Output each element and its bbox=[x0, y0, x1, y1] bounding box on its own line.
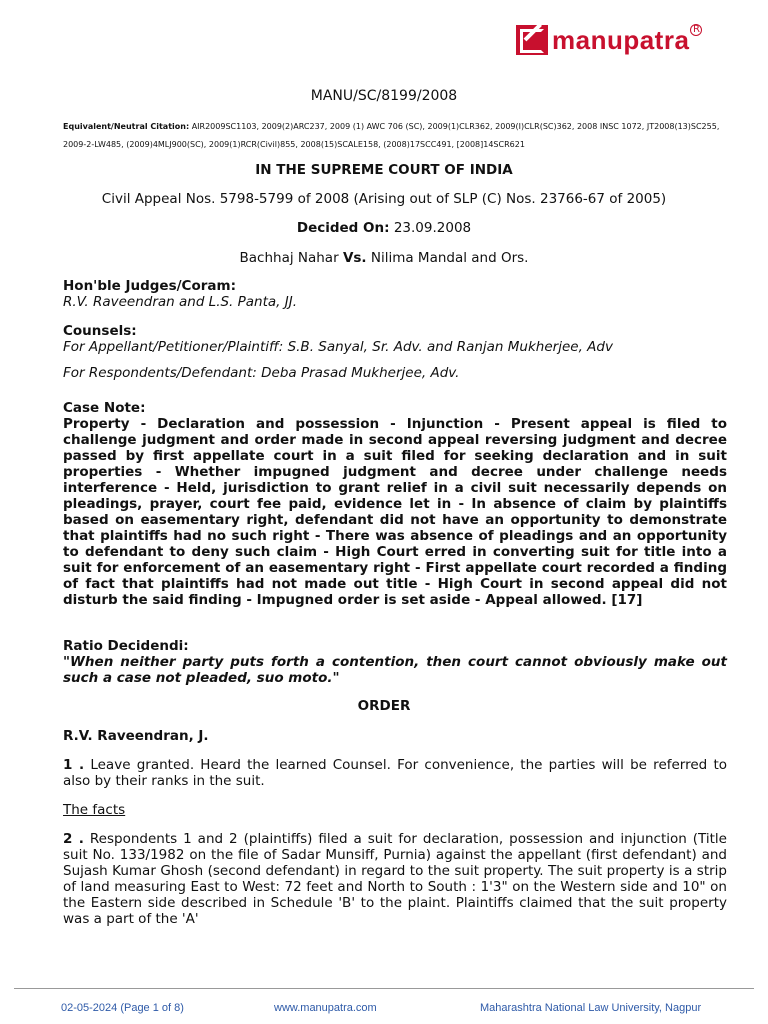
judges-section bbox=[63, 278, 727, 310]
paragraph-1-text: Leave granted. Heard the learned Counsel. For convenience, the parties will be referred to also by their ranks in the suit. bbox=[63, 757, 727, 789]
court-name: IN THE SUPREME COURT OF INDIA bbox=[255, 162, 513, 178]
case-note-text: Property - Declaration and possession - Injunction - Present appeal is filed to challenge judgment and order made in second appeal reversing judgment and decree passed by first appellate court in a suit filed for seeking declaration and in suit properties - Whether impugned judgment and decree under challenge needs interference - Held, jurisdiction to grant relief in a civil suit necessarily depends on pleadings, prayer, court fee paid, evidence let in - In absence of claim by plaintiffs based on easementary right, defendant did not have an opportunity to demonstrate that plaintiffs had no such right - There was absence of pleadings and an opportunity to defendant to deny such claim - High Court erred in converting suit for title into a suit for enforcement of an easementary right - First appellate court recorded a finding of fact that plaintiffs had not made out title - High Court in second appeal did not disturb the said finding - Impugned order is set aside - Appeal allowed. [17] bbox=[63, 416, 727, 608]
judge-line: R.V. Raveendran, J. bbox=[63, 728, 209, 744]
manupatra-logo bbox=[516, 22, 702, 58]
decided-on bbox=[0, 220, 768, 236]
order-heading: ORDER bbox=[357, 698, 411, 714]
paragraph-1-number: 1 . bbox=[63, 757, 85, 773]
ratio-section bbox=[63, 638, 727, 686]
paragraph-2 bbox=[63, 831, 727, 927]
paragraph-2-number: 2 . bbox=[63, 831, 84, 847]
ratio-text: "When neither party puts forth a contention, then court cannot obviously make out such a case not pleaded, suo moto." bbox=[63, 654, 727, 686]
paragraph-1 bbox=[63, 757, 727, 789]
citation-label: Equivalent/Neutral Citation: bbox=[63, 122, 190, 131]
case-note-section bbox=[63, 400, 727, 608]
appeal-number: Civil Appeal Nos. 5798-5799 of 2008 (Arising out of SLP (C) Nos. 23766-67 of 2005) bbox=[101, 191, 667, 207]
facts-heading: The facts bbox=[63, 802, 126, 818]
manupatra-logo-icon bbox=[516, 25, 548, 55]
ratio-heading: Ratio Decidendi: bbox=[63, 638, 189, 654]
registered-mark: R bbox=[690, 24, 702, 36]
counsels-heading: Counsels: bbox=[63, 323, 137, 339]
logo-text: manupatra bbox=[552, 24, 690, 55]
versus: Vs. bbox=[342, 250, 367, 266]
footer-site-link[interactable]: www.manupatra.com bbox=[274, 1002, 377, 1014]
judges-heading: Hon'ble Judges/Coram: bbox=[63, 278, 236, 294]
appellant-name: Bachhaj Nahar bbox=[239, 250, 339, 266]
counsel-appellant: For Appellant/Petitioner/Plaintiff: S.B. Sanyal, Sr. Adv. and Ranjan Mukherjee, Adv bbox=[63, 339, 613, 355]
footer-divider bbox=[14, 988, 754, 989]
footer-date-page: 02-05-2024 (Page 1 of 8) bbox=[61, 1002, 184, 1014]
case-note-heading: Case Note: bbox=[63, 400, 146, 416]
judges-names: R.V. Raveendran and L.S. Panta, JJ. bbox=[63, 294, 298, 310]
counsels-section bbox=[63, 323, 727, 381]
citation-text: AIR2009SC1103, 2009(2)ARC237, 2009 (1) AWC 706 (SC), 2009(1)CLR362, 2009(I)CLR(SC)362, 2008 INSC 1072, JT2008(13)SC255, 2009-2-LW485, (2009)4MLJ900(SC), 2009(1)RCR(Civil)855, 2008(15)SCALE158, (2008)17SCC491, [2008]14SCR621 bbox=[63, 122, 720, 149]
footer-institution: Maharashtra National Law University, Nagpur bbox=[480, 1002, 702, 1014]
decided-label: Decided On: bbox=[296, 220, 390, 236]
decided-date: 23.09.2008 bbox=[393, 220, 472, 236]
paragraph-2-text: Respondents 1 and 2 (plaintiffs) filed a suit for declaration, possession and injunction (Title suit No. 133/1982 on the file of Sadar Munsiff, Purnia) against the appellant (first defendant) and Sujash Kumar Ghosh (second defendant) in regard to the suit property. The suit property is a strip of land measuring East to West: 72 feet and North to South : 1'3" on the Western side and 10" on the Eastern side described in Schedule 'B' to the plaint. Plaintiffs claimed that the suit property was a part of the 'A' bbox=[63, 831, 727, 927]
case-parties bbox=[0, 250, 768, 266]
citation-block bbox=[63, 118, 727, 154]
counsel-respondent: For Respondents/Defendant: Deba Prasad Mukherjee, Adv. bbox=[63, 365, 460, 381]
respondent-name: Nilima Mandal and Ors. bbox=[370, 250, 529, 266]
document-id: MANU/SC/8199/2008 bbox=[310, 88, 458, 104]
